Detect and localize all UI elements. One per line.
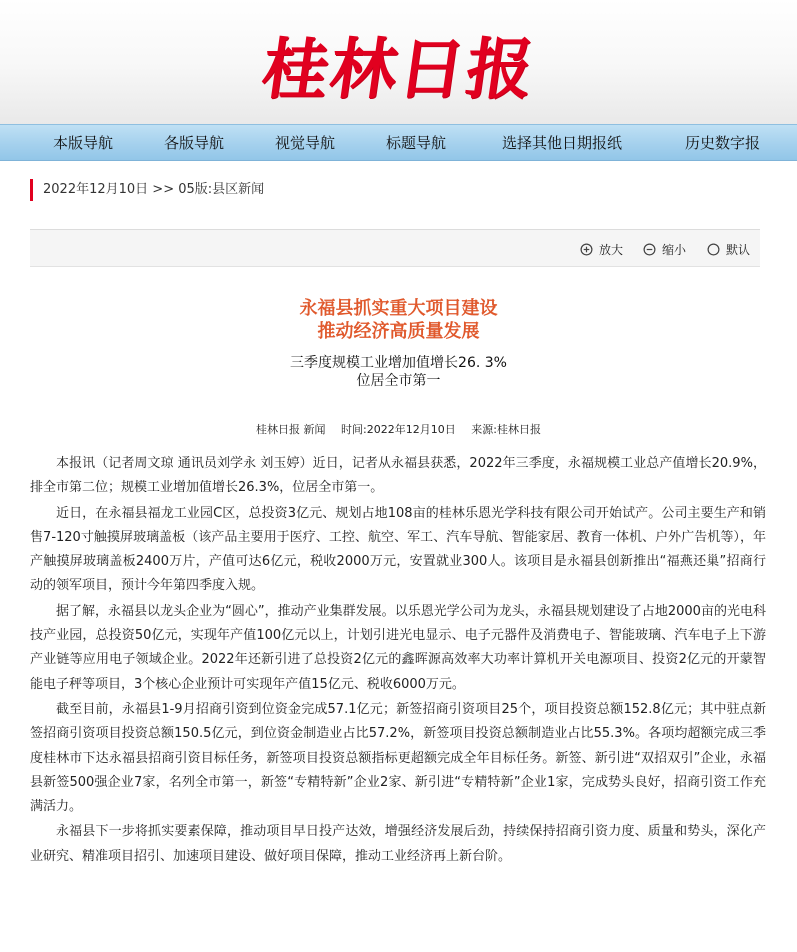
- masthead: [0, 0, 797, 124]
- article-meta: [0, 421, 797, 437]
- plus-circle-icon: [580, 243, 593, 256]
- minus-circle-icon: [643, 243, 656, 256]
- article-subtitle-line2: 位居全市第一: [356, 373, 441, 389]
- article-paragraph: 截至目前，永福县1-9月招商引资到位资金完成57.1亿元；新签招商引资项目25个，项目投资总额152.8亿元；其中驻点新签招商引资项目投资总额150.5亿元，到位资金制造业占比57.2%，新签项目投资总额制造业占比55.3%。各项均超额完成三季度桂林市下达永福县招商引资目标任务，新签项目投资总额指标更超额完成全年目标任务。新签、新引进“双招双引”企业，永福县新签500强企业7家，名列全市第一，新签“专精特新”企业2家、新引进“专精特新”企业1家，完成势头良好，招商引资工作充满活力。: [30, 701, 766, 815]
- article-title-line2: 推动经济高质量发展: [317, 321, 480, 342]
- nav-visual[interactable]: 视觉导航: [275, 134, 336, 152]
- meta-origin: 来源:桂林日报: [471, 423, 541, 436]
- breadcrumb-separator: >>: [148, 182, 179, 197]
- article-paragraph: 据了解，永福县以龙头企业为“圆心”，推动产业集群发展。以乐恩光学公司为龙头，永福县规划建设了占地2000亩的光电科技产业园，总投资50亿元，实现年产值100亿元以上，计划引进光电显示、电子元器件及消费电子、智能玻璃、汽车电子上下游产业链等应用电子领域企业。2022年还新引进了总投资2亿元的鑫晖源高效率大功率计算机开关电源项目、投资2亿元的开蒙智能电子秤等项目，3个核心企业预计可实现年产值15亿元、税收6000万元。: [30, 603, 766, 692]
- zoom-in-label: 放大: [599, 242, 624, 257]
- zoom-out-button[interactable]: [643, 240, 686, 258]
- breadcrumb-section[interactable]: 05版:县区新闻: [178, 182, 265, 197]
- main-nav: [0, 124, 797, 161]
- breadcrumb-date[interactable]: 2022年12月10日: [43, 182, 149, 197]
- nav-all-pages[interactable]: 各版导航: [164, 134, 225, 152]
- article-subtitle-line1: 三季度规模工业增加值增长26. 3%: [290, 355, 507, 371]
- meta-source-name: 桂林日报 新闻: [256, 423, 326, 436]
- zoom-out-label: 缩小: [662, 242, 687, 257]
- nav-titles[interactable]: 标题导航: [386, 134, 447, 152]
- default-size-label: 默认: [726, 242, 751, 257]
- newspaper-logo[interactable]: 桂林日报: [257, 29, 541, 108]
- breadcrumb: [30, 179, 264, 201]
- article-title-line1: 永福县抓实重大项目建设: [299, 298, 498, 319]
- article-paragraph: 近日，在永福县福龙工业园C区，总投资3亿元、规划占地108亩的桂林乐恩光学科技有限公司开始试产。公司主要生产和销售7-120寸触摸屏玻璃盖板（该产品主要用于医疗、工控、航空、军工、汽车导航、智能家居、教育一体机、户外广告机等），年产触摸屏玻璃盖板2400万片，产值可达6亿元，税收2000万元，安置就业300人。该项目是永福县创新推出“福燕还巢”招商行动的领军项目，预计今年第四季度入规。: [30, 505, 766, 594]
- font-size-toolbar: [30, 229, 760, 267]
- article-paragraph: 本报讯（记者周文琼 通讯员刘学永 刘玉婷）近日，记者从永福县获悉，2022年三季度，永福规模工业总产值增长20.9%，排全市第二位；规模工业增加值增长26.3%，位居全市第一。: [30, 456, 766, 496]
- article-body: [30, 452, 766, 870]
- meta-time: 时间:2022年12月10日: [341, 423, 456, 436]
- nav-other-dates[interactable]: 选择其他日期报纸: [502, 134, 623, 152]
- default-size-button[interactable]: [707, 240, 750, 258]
- radio-circle-icon: [707, 243, 720, 256]
- nav-history[interactable]: 历史数字报: [685, 134, 761, 152]
- zoom-in-button[interactable]: [580, 240, 623, 258]
- nav-this-page[interactable]: 本版导航: [53, 134, 114, 152]
- article-paragraph: 永福县下一步将抓实要素保障，推动项目早日投产达效，增强经济发展后劲，持续保持招商引资力度、质量和势头，深化产业研究、精准项目招引、加速项目建设、做好项目保障，推动工业经济再上新台阶。: [30, 824, 766, 864]
